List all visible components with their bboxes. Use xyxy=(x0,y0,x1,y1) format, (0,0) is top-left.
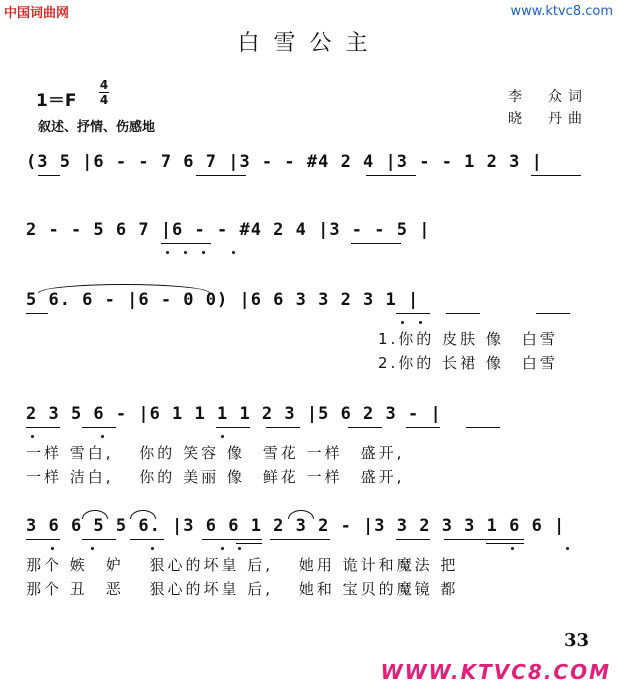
performance-style: 叙述、抒情、伤感地 xyxy=(38,120,156,135)
low-octave-dot xyxy=(419,321,422,324)
score-system-4 xyxy=(26,398,596,488)
low-octave-dot xyxy=(101,435,104,438)
beam xyxy=(486,543,524,544)
beam xyxy=(396,313,430,314)
beam xyxy=(531,175,581,176)
time-signature-top: 4 xyxy=(99,78,109,92)
site-url: www.ktvc8.com xyxy=(510,4,613,19)
site-watermark-bottom: WWW.KTVC8.COM xyxy=(380,660,611,684)
low-octave-dot xyxy=(151,547,154,550)
lyrics-verse-2: 一样 洁白, 你的 美丽 像 鲜花 一样 盛开, xyxy=(26,468,405,486)
beam xyxy=(396,539,430,540)
key-signature: 1＝F xyxy=(36,91,77,111)
beam xyxy=(406,427,440,428)
beam xyxy=(270,539,330,540)
beam xyxy=(26,539,60,540)
low-octave-dot xyxy=(31,435,34,438)
time-signature xyxy=(98,78,110,107)
low-octave-dot xyxy=(221,547,224,550)
low-octave-dot xyxy=(51,547,54,550)
lyricist-credit: 李 众词 xyxy=(508,89,588,105)
notes-line: (3 5 |6 - - 7 6 7 |3 - - #4 2 4 |3 - - 1 2 3 | xyxy=(26,152,543,172)
low-octave-dot xyxy=(91,547,94,550)
low-octave-dot xyxy=(166,251,169,254)
beam xyxy=(26,427,60,428)
notes-line: 3 6 6 5 5 6. |3 6 6 1 2 3 2 - |3 3 2 3 3 1 6 6 | xyxy=(26,516,566,536)
low-octave-dot xyxy=(238,547,241,550)
song-title: 白雪公主 xyxy=(237,31,382,56)
beam xyxy=(446,313,480,314)
beam xyxy=(466,427,500,428)
low-octave-dot xyxy=(184,251,187,254)
time-signature-bottom: 4 xyxy=(99,93,109,107)
beam xyxy=(202,539,262,540)
score-system-1 xyxy=(26,146,596,190)
beam xyxy=(348,427,382,428)
lyrics-verse-1: 1.你的 皮肤 像 白雪 xyxy=(378,330,558,348)
lyrics-verse-2: 那个 丑 恶 狠心的坏皇 后, 她和 宝贝的魔镜 都 xyxy=(26,580,459,598)
beam xyxy=(38,175,60,176)
beam xyxy=(196,175,246,176)
beam xyxy=(130,539,164,540)
low-octave-dot xyxy=(202,251,205,254)
beam xyxy=(266,427,300,428)
page-number: 33 xyxy=(563,630,589,651)
lyrics-verse-1: 一样 雪白, 你的 笑容 像 雪花 一样 盛开, xyxy=(26,444,405,462)
composer-credit: 晓 丹曲 xyxy=(508,111,588,127)
score-system-5 xyxy=(26,510,596,600)
low-octave-dot xyxy=(221,435,224,438)
notes-line: 2 3 5 6 - |6 1 1 1 1 2 3 |5 6 2 3 - | xyxy=(26,404,442,424)
low-octave-dot xyxy=(511,547,514,550)
beam xyxy=(351,243,401,244)
beam xyxy=(366,175,416,176)
score-system-2 xyxy=(26,214,596,258)
beam xyxy=(536,313,570,314)
beam xyxy=(444,539,524,540)
beam xyxy=(236,543,262,544)
beam xyxy=(216,427,250,428)
low-octave-dot xyxy=(401,321,404,324)
low-octave-dot xyxy=(232,251,235,254)
lyrics-verse-1: 那个 嫉 妒 狠心的坏皇 后, 她用 诡计和魔法 把 xyxy=(26,556,459,574)
notes-line: 5 6. 6 - |6 - 0 0) |6 6 3 3 2 3 1 | xyxy=(26,290,420,310)
site-logo-text: 中国词曲网 xyxy=(4,6,70,21)
low-octave-dot xyxy=(566,547,569,550)
notes-line: 2 - - 5 6 7 |6 - - #4 2 4 |3 - - 5 | xyxy=(26,220,431,240)
beam xyxy=(82,427,116,428)
beam xyxy=(26,313,48,314)
lyrics-verse-2: 2.你的 长裙 像 白雪 xyxy=(378,354,558,372)
beam xyxy=(82,539,116,540)
score-system-3 xyxy=(26,284,596,374)
beam xyxy=(161,243,211,244)
